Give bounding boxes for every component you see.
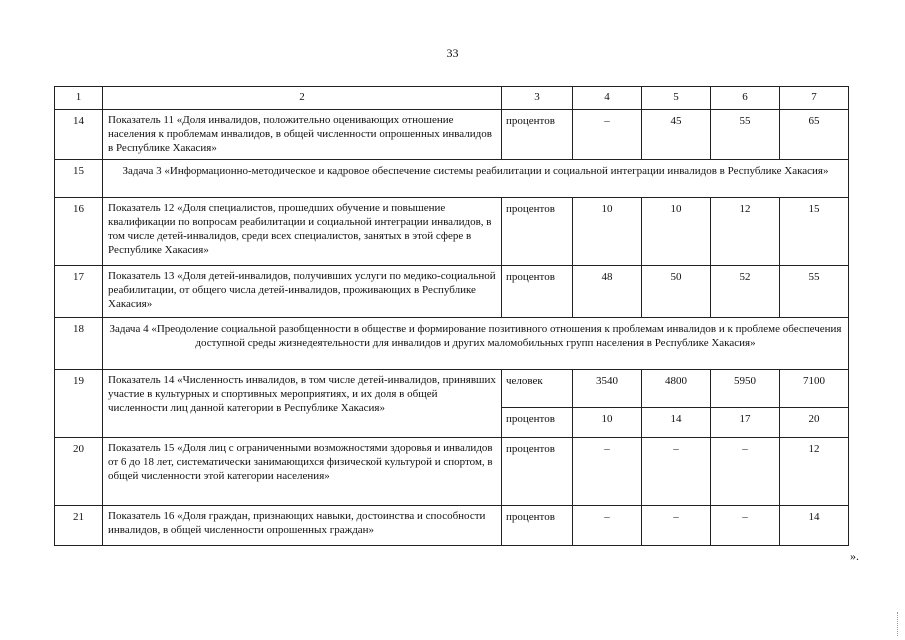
value-cell: 45 (642, 110, 711, 160)
table-row (55, 160, 849, 198)
value-cell: 4800 (642, 370, 711, 408)
value-cell: – (573, 110, 642, 160)
unit-cell: процентов (502, 408, 573, 438)
unit-cell: процентов (502, 438, 573, 506)
margin-mark (897, 612, 899, 636)
indicator-name: Показатель 14 «Численность инвалидов, в том числе детей-инвалидов, принявших участие в культурных и спортивных мероприятиях, и их доля в общей численности лиц данной категории в Республике Хакасия» (103, 370, 502, 438)
value-cell: 7100 (780, 370, 849, 408)
table-row (55, 110, 849, 160)
unit-cell: процентов (502, 266, 573, 318)
row-number: 20 (55, 438, 103, 506)
indicator-name: Показатель 15 «Доля лиц с ограниченными возможностями здоровья и инвалидов от 6 до 18 лет, систематически занимающихся физической культурой и спортом, в общей численности этой категории населения» (103, 438, 502, 506)
value-cell: 10 (642, 198, 711, 266)
header-cell: 6 (711, 87, 780, 110)
value-cell: 55 (711, 110, 780, 160)
unit-cell: процентов (502, 198, 573, 266)
task-heading: Задача 4 «Преодоление социальной разобщенности в обществе и формирование позитивного отношения к проблемам инвалидов и к проблеме обеспечения доступной среды жизнедеятельности для инвалидов и других маломобильных групп населения в Республике Хакасия» (103, 318, 849, 370)
value-cell: 17 (711, 408, 780, 438)
row-number: 14 (55, 110, 103, 160)
indicator-name: Показатель 13 «Доля детей-инвалидов, получивших услуги по медико-социальной реабилитации, от общего числа детей-инвалидов, проживающих в Республике Хакасия» (103, 266, 502, 318)
row-number: 19 (55, 370, 103, 438)
table-row (55, 198, 849, 266)
value-cell: – (642, 506, 711, 546)
table-row (55, 370, 849, 408)
header-cell: 7 (780, 87, 849, 110)
table-header-row (55, 87, 849, 110)
closing-quote: ». (850, 549, 859, 563)
header-cell: 5 (642, 87, 711, 110)
value-cell: 48 (573, 266, 642, 318)
value-cell: 65 (780, 110, 849, 160)
unit-cell: человек (502, 370, 573, 408)
value-cell: 3540 (573, 370, 642, 408)
header-cell: 2 (103, 87, 502, 110)
header-cell: 1 (55, 87, 103, 110)
value-cell: – (573, 506, 642, 546)
task-heading: Задача 3 «Информационно-методическое и кадровое обеспечение системы реабилитации и социальной интеграции инвалидов в Республике Хакасия» (103, 160, 849, 198)
table-row (55, 438, 849, 506)
row-number: 21 (55, 506, 103, 546)
table-row (55, 318, 849, 370)
value-cell: – (711, 438, 780, 506)
table-row (55, 506, 849, 546)
value-cell: 5950 (711, 370, 780, 408)
value-cell: 50 (642, 266, 711, 318)
value-cell: – (642, 438, 711, 506)
row-number: 15 (55, 160, 103, 198)
value-cell: 15 (780, 198, 849, 266)
row-number: 17 (55, 266, 103, 318)
value-cell: 12 (711, 198, 780, 266)
value-cell: – (573, 438, 642, 506)
indicator-name: Показатель 11 «Доля инвалидов, положительно оценивающих отношение населения к проблемам инвалидов, в общей численности опрошенных инвалидов в Республике Хакасия» (103, 110, 502, 160)
row-number: 16 (55, 198, 103, 266)
value-cell: – (711, 506, 780, 546)
unit-cell: процентов (502, 110, 573, 160)
value-cell: 20 (780, 408, 849, 438)
table-row (55, 266, 849, 318)
value-cell: 10 (573, 198, 642, 266)
indicator-name: Показатель 16 «Доля граждан, признающих навыки, достоинства и способности инвалидов, в общей численности опрошенных граждан» (103, 506, 502, 546)
value-cell: 55 (780, 266, 849, 318)
value-cell: 14 (780, 506, 849, 546)
value-cell: 12 (780, 438, 849, 506)
value-cell: 52 (711, 266, 780, 318)
value-cell: 14 (642, 408, 711, 438)
page-number: 33 (446, 46, 459, 60)
row-number: 18 (55, 318, 103, 370)
indicators-table (54, 86, 849, 546)
indicator-name: Показатель 12 «Доля специалистов, прошедших обучение и повышение квалификации по вопросам реабилитации и социальной интеграции инвалидов, в том числе детей-инвалидов, среди всех специалистов, занятых в этой сфере в Республике Хакасия» (103, 198, 502, 266)
header-cell: 4 (573, 87, 642, 110)
unit-cell: процентов (502, 506, 573, 546)
header-cell: 3 (502, 87, 573, 110)
value-cell: 10 (573, 408, 642, 438)
